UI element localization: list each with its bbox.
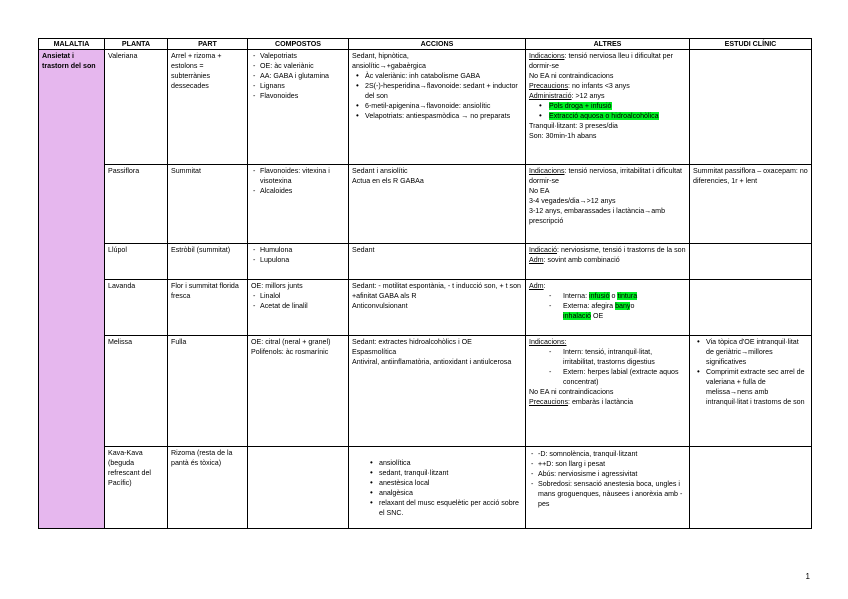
indicacio-label: Indicació (529, 246, 557, 254)
list-item (529, 291, 686, 301)
highlight-text: Extracció aquosa o hidroalcohòlica (549, 112, 659, 120)
list-item: • sedant, tranquil·litzant (366, 468, 522, 478)
table-row (39, 50, 812, 165)
externa-mid: o (630, 302, 635, 310)
altres-cell (526, 244, 690, 280)
compostos-cell (248, 336, 349, 447)
estudi-cell (690, 447, 812, 529)
part-cell: Arrel + rizoma + estolons = subterrànies dessecades (168, 50, 248, 165)
altres-cell (526, 165, 690, 244)
list-item: - Extern: herpes labial (extracte aquos concentrat) (529, 367, 686, 387)
accions-cell (349, 336, 526, 447)
list-item: • analgèsica (366, 488, 522, 498)
indicacions-label: Indicacions: (529, 338, 567, 346)
highlight-text: bany (615, 302, 631, 310)
planta-cell: Llúpol (105, 244, 168, 280)
highlight-text: tintura (617, 292, 638, 300)
list-item: - -D: somnolència, tranquil·litzant (529, 449, 686, 459)
estudi-cell (690, 244, 812, 280)
adm-colon: : (543, 282, 546, 290)
list-item: • anestèsica local (366, 478, 522, 488)
accions-line: Sedant, hipnòtica, (352, 52, 409, 60)
accions-cell (349, 50, 526, 165)
header-malaltia: MALALTIA (39, 39, 105, 50)
header-planta: PLANTA (105, 39, 168, 50)
administracio-label: Administració (529, 92, 572, 100)
precaucions-label: Precaucions (529, 398, 569, 406)
precaucions-text: : no infants <3 anys (568, 82, 630, 90)
header-altres: ALTRES (526, 39, 690, 50)
table-row (39, 447, 812, 529)
header-part: PART (168, 39, 248, 50)
list-item (529, 301, 686, 321)
estudi-cell (690, 336, 812, 447)
accions-line: Anticonvulsionant (352, 302, 408, 310)
accions-line: Antiviral, antiinflamatòria, antioxidant i antiulcerosa (352, 358, 512, 366)
compostos-line: OE: citral (neral + granel) (251, 338, 331, 346)
list-item: • relaxant del musc esquelètic per acció sobre el SNC. (366, 498, 522, 518)
highlight-text: Pols droga + infusió (549, 102, 612, 110)
list-item: - OE: àc valeriànic (251, 61, 345, 71)
list-item: - ++D: son llarg i pesat (529, 459, 686, 469)
header-compostos: COMPOSTOS (248, 39, 349, 50)
altres-cell (526, 336, 690, 447)
list-item: - Alcaloides (251, 186, 345, 196)
accions-line: Espasmolítica (352, 348, 397, 356)
altres-line: 3-12 anys, embarassades i lactància→amb prescripció (529, 207, 666, 225)
no-ea-text: No EA ni contraindicacions (529, 72, 614, 80)
list-item: - Flavonoides: vitexina i visotexina (251, 166, 345, 186)
compostos-cell (248, 165, 349, 244)
planta-cell: Kava-Kava (beguda refrescant del Pacífic) (105, 447, 168, 529)
indicacio-text: : nerviosisme, tensió i trastorns de la son (557, 246, 686, 254)
accions-line: Actua en els R GABAa (352, 177, 424, 185)
indicacions-label: Indicacions (529, 52, 565, 60)
adm-label: Adm (529, 256, 544, 264)
administracio-text: : >12 anys (571, 92, 605, 100)
compostos-line: Polifenols: àc rosmarínic (251, 348, 329, 356)
list-item: - Valepotriats (251, 51, 345, 61)
interna-text: Interna: (563, 292, 590, 300)
accions-cell (349, 165, 526, 244)
list-item: - AA: GABA i glutamina (251, 71, 345, 81)
list-item: - Lupulona (251, 255, 345, 265)
accions-line: Sedant: - motilitat espontània, - t inducció son, + t son (352, 282, 521, 290)
list-item: - Abús: nerviosisme i agressivitat (529, 469, 686, 479)
indicacions-text: : tensió nerviosa lleu i dificultat per dormir-se (529, 52, 673, 70)
highlight-text: inhalació (563, 312, 592, 320)
planta-cell: Passiflora (105, 165, 168, 244)
accions-cell (349, 280, 526, 336)
disease-cell: Ansietat i trastorn del son (39, 50, 105, 529)
page-number: 1 (805, 572, 810, 581)
table-row (39, 280, 812, 336)
part-cell: Summitat (168, 165, 248, 244)
list-item: - Humulona (251, 245, 345, 255)
list-item: - Linalol (251, 291, 345, 301)
list-item: • ansiolítica (366, 458, 522, 468)
altres-line: Son: 30min-1h abans (529, 132, 597, 140)
list-item: - Flavonoides (251, 91, 345, 101)
altres-cell (526, 50, 690, 165)
part-cell: Fulla (168, 336, 248, 447)
externa-text: Externa: afegira (563, 302, 616, 310)
list-item: • 2S(-)-hesperidina→flavonoide: sedant + inductor del son (352, 81, 522, 101)
list-item: • Via tòpica d'OE intranquil·litat de geriàtric→millores significatives (693, 337, 808, 367)
indicacions-text: : tensió nerviosa, irritabilitat i dificultat dormir-se (529, 167, 682, 185)
altres-line: No EA (529, 187, 550, 195)
compostos-cell (248, 244, 349, 280)
header-estudi-clinic: ESTUDI CLÍNIC (690, 39, 812, 50)
compostos-cell (248, 280, 349, 336)
list-item: • Velapotriats: antiespasmòdica → no preparats (352, 111, 522, 121)
list-item: • Comprimit extracte sec arrel de valeriana + fulla de melissa→nens amb intranquil·litat i trastorns de son (693, 367, 808, 407)
estudi-cell (690, 50, 812, 165)
planta-cell: Lavanda (105, 280, 168, 336)
highlight-text: infusió (589, 292, 610, 300)
compostos-cell (248, 50, 349, 165)
externa-post: OE (591, 312, 604, 320)
estudi-cell: Summitat passiflora – oxacepam: no diferencies, 1r + lent (690, 165, 812, 244)
altres-cell (526, 280, 690, 336)
part-cell: Flor i summitat florida fresca (168, 280, 248, 336)
planta-cell: Valeriana (105, 50, 168, 165)
accions-line: +afinitat GABA als R (352, 292, 417, 300)
no-ea-text: No EA ni contraindicacions (529, 388, 614, 396)
header-row (39, 39, 812, 50)
accions-line: Sedant i ansiolític (352, 167, 408, 175)
part-cell: Rizoma (resta de la pantà és tòxica) (168, 447, 248, 529)
header-accions: ACCIONS (349, 39, 526, 50)
table-row (39, 336, 812, 447)
altres-line: Tranquil·litzant: 3 preses/dia (529, 122, 618, 130)
altres-line: 3-4 vegades/dia→>12 anys (529, 197, 616, 205)
part-cell: Estròbil (summitat) (168, 244, 248, 280)
list-item: • 6-metil-apigenina→flavonoide: ansiolític (352, 101, 522, 111)
accions-line: Sedant (352, 246, 375, 254)
list-item: • Àc valeriànic: inh catabolisme GABA (352, 71, 522, 81)
accions-line: Sedant: extractes hidroalcohòlics i OE (352, 338, 472, 346)
list-item: - Sobredosi: sensació anestesia boca, ungles i mans groguenques, nàusees i anorèxia amb - pes (529, 479, 686, 509)
list-item: - Intern: tensió, intranquil·litat, irritabilitat, trastorns digestius (529, 347, 686, 367)
accions-cell (349, 244, 526, 280)
accions-line: ansiolític→+gabaèrgica (352, 62, 426, 70)
interna-mid: o (609, 292, 618, 300)
compostos-intro: OE: millors junts (251, 282, 303, 290)
indicacions-label: Indicacions (529, 167, 565, 175)
table-row (39, 244, 812, 280)
estudi-cell (690, 280, 812, 336)
precaucions-text: : embaràs i lactància (568, 398, 634, 406)
adm-label: Adm (529, 282, 544, 290)
plants-table (38, 38, 812, 529)
list-item (529, 111, 686, 121)
list-item: - Lignans (251, 81, 345, 91)
table-row (39, 165, 812, 244)
adm-text: : sovint amb combinació (543, 256, 620, 264)
precaucions-label: Precaucions (529, 82, 569, 90)
list-item: - Acetat de linalil (251, 301, 345, 311)
altres-cell (526, 447, 690, 529)
planta-cell: Melissa (105, 336, 168, 447)
list-item (529, 101, 686, 111)
accions-cell (349, 447, 526, 529)
compostos-cell (248, 447, 349, 529)
